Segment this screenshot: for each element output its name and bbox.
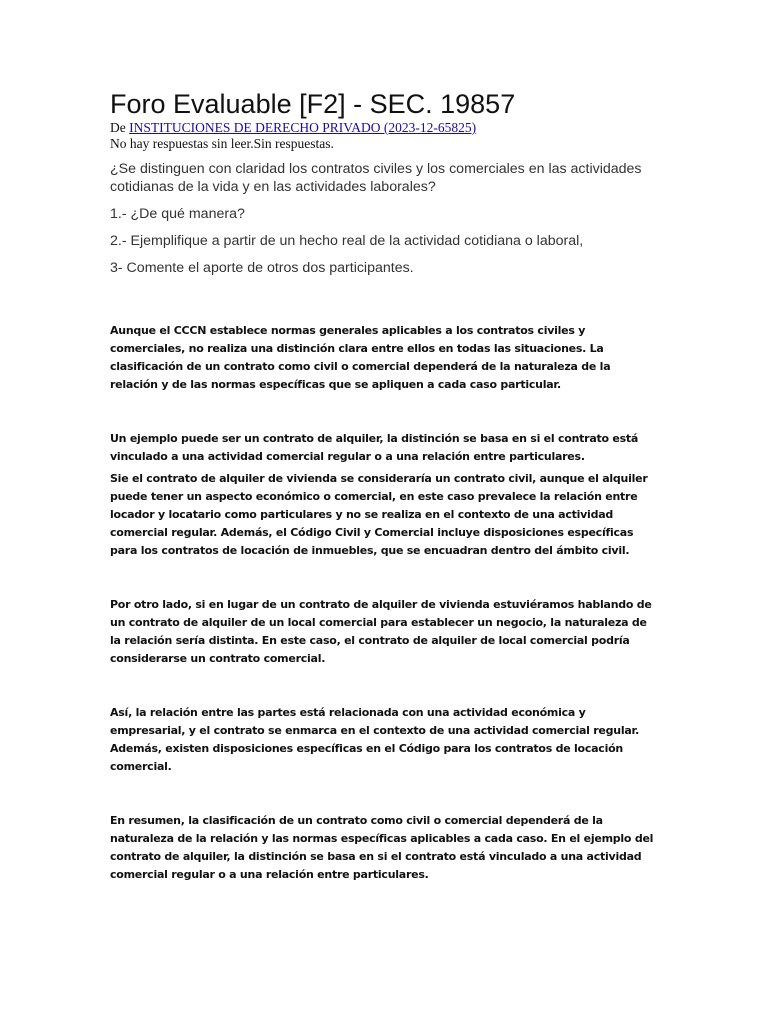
author-prefix: De [110, 120, 130, 135]
answer-paragraph: Aunque el CCCN establece normas generales aplicables a los contratos civiles y comerciales, no realiza una distinción clara entre ellos en todas las situaciones. La clasificación de un contrato como civil o comercial dependerá de la naturaleza de la relación y de las normas específicas que se apliquen a cada caso particular. [110, 324, 611, 391]
forum-post [110, 88, 658, 884]
page-title: Foro Evaluable [F2] - SEC. 19857 [110, 89, 516, 119]
question-item: 1.- ¿De qué manera? [110, 206, 245, 222]
answer-block [110, 322, 658, 884]
answer-paragraph: En resumen, la clasificación de un contrato como civil o comercial dependerá de la naturaleza de la relación y las normas específicas aplicables a cada caso. En el ejemplo del contrato de alquiler, la distinción se basa en si el contrato está vinculado a una actividad comercial regular o a una relación entre particulares. [110, 814, 654, 881]
answer-paragraph: Así, la relación entre las partes está relacionada con una actividad económica y empresarial, y el contrato se enmarca en el contexto de una actividad comercial regular. Además, existen disposiciones específicas en el Código para los contratos de locación comercial. [110, 706, 640, 773]
question-intro: ¿Se distinguen con claridad los contratos civiles y los comerciales en las actividades cotidianas de la vida y en las actividades laborales? [110, 161, 642, 195]
question-item: 2.- Ejemplifique a partir de un hecho real de la actividad cotidiana o laboral, [110, 233, 584, 249]
reply-status: No hay respuestas sin leer.Sin respuestas. [110, 136, 334, 151]
answer-paragraph: Un ejemplo puede ser un contrato de alquiler, la distinción se basa en si el contrato está vinculado a una actividad comercial regular o a una relación entre particulares. [110, 432, 639, 463]
course-link[interactable]: INSTITUCIONES DE DERECHO PRIVADO (2023-12-65825) [129, 120, 477, 135]
answer-paragraph: Sie el contrato de alquiler de vivienda se consideraría un contrato civil, aunque el alquiler puede tener un aspecto económico o comercial, en este caso prevalece la relación entre locador y locatario como particulares y no se realiza en el contexto de una actividad comercial regular. Además, el Código Civil y Comercial incluye disposiciones específicas para los contratos de locación de inmuebles, que se encuadran dentro del ámbito civil. [110, 472, 648, 557]
question-block [110, 160, 658, 277]
post-author-line [110, 120, 658, 136]
answer-paragraph: Por otro lado, si en lugar de un contrato de alquiler de vivienda estuviéramos hablando de un contrato de alquiler de un local comercial para establecer un negocio, la naturaleza de la relación sería distinta. En este caso, el contrato de alquiler de local comercial podría considerarse un contrato comercial. [110, 598, 652, 665]
question-item: 3- Comente el aporte de otros dos participantes. [110, 260, 414, 276]
